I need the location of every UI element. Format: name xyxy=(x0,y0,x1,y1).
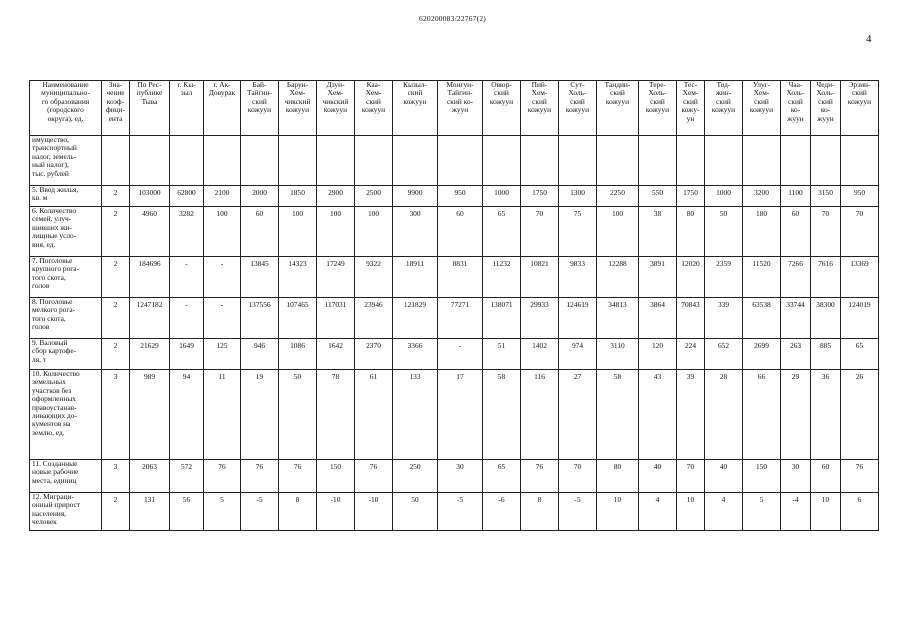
table-cell: 30 xyxy=(781,460,811,493)
header-column: Барун- Хем- чикский кожуун xyxy=(279,81,317,136)
table-cell: 150 xyxy=(317,460,355,493)
table-cell: 12288 xyxy=(597,257,639,298)
table-cell xyxy=(483,136,521,186)
header-column: По Рес- публике Тыва xyxy=(130,81,170,136)
table-cell xyxy=(521,136,559,186)
table-cell: 137556 xyxy=(241,298,279,339)
table-cell: 50 xyxy=(705,207,743,257)
header-column: Тод- жин- ский кожуун xyxy=(705,81,743,136)
table-cell xyxy=(204,136,241,186)
table-cell: 78 xyxy=(317,370,355,460)
table-cell: 43 xyxy=(639,370,677,460)
table-cell: 224 xyxy=(677,339,705,370)
table-cell: 70 xyxy=(677,460,705,493)
table-cell: 76 xyxy=(521,460,559,493)
header-column: Чеди- Холь- ский ко- жуун xyxy=(811,81,841,136)
row-label: имущество, транспортный налог, земель- ный налог), тыс. рублей xyxy=(30,136,102,186)
table-cell: 3864 xyxy=(639,298,677,339)
table-cell: 63538 xyxy=(743,298,781,339)
table-cell: 7616 xyxy=(811,257,841,298)
table-cell: 2063 xyxy=(130,460,170,493)
table-cell: 2699 xyxy=(743,339,781,370)
row-label: 7. Поголовье крупного рога- того скота, голов xyxy=(30,257,102,298)
table-cell: 30 xyxy=(438,460,483,493)
table-cell: 974 xyxy=(559,339,597,370)
table-cell: 100 xyxy=(317,207,355,257)
table-cell: 18911 xyxy=(393,257,438,298)
table-cell: 116 xyxy=(521,370,559,460)
header-column: г. Кы- зыл xyxy=(170,81,204,136)
table-cell: 4960 xyxy=(130,207,170,257)
table-cell: 75 xyxy=(559,207,597,257)
table-cell: 117031 xyxy=(317,298,355,339)
table-cell: 65 xyxy=(483,460,521,493)
table-cell: 11232 xyxy=(483,257,521,298)
header-column: г. Ак- Довурак xyxy=(204,81,241,136)
table-cell: 76 xyxy=(241,460,279,493)
row-label: 9. Валовый сбор картофе- ля, т xyxy=(30,339,102,370)
table-cell: 2500 xyxy=(355,186,393,207)
document-id: 620200083/22767(2) xyxy=(419,14,486,23)
table-cell: 1086 xyxy=(279,339,317,370)
table-cell: 3200 xyxy=(743,186,781,207)
table-cell: 76 xyxy=(279,460,317,493)
table-cell: 13845 xyxy=(241,257,279,298)
table-row xyxy=(30,136,879,186)
table-row xyxy=(30,460,879,493)
table-cell: 50 xyxy=(279,370,317,460)
table-cell: 10 xyxy=(597,493,639,531)
table-cell: 3 xyxy=(102,370,130,460)
table-cell: 36 xyxy=(811,370,841,460)
table-cell: 121829 xyxy=(393,298,438,339)
table-cell xyxy=(811,136,841,186)
table-cell: 1300 xyxy=(559,186,597,207)
table-cell: 3150 xyxy=(811,186,841,207)
table-cell xyxy=(279,136,317,186)
header-column: Тандин- ский кожуун xyxy=(597,81,639,136)
table-cell: 26 xyxy=(841,370,879,460)
table-cell: 9833 xyxy=(559,257,597,298)
table-cell: 62800 xyxy=(170,186,204,207)
table-cell: 100 xyxy=(279,207,317,257)
header-column: Тере- Холь- ский кожуун xyxy=(639,81,677,136)
header-column: Монгун- Тайгин- ский ко- жуун xyxy=(438,81,483,136)
table-cell: 34813 xyxy=(597,298,639,339)
table-cell: -5 xyxy=(241,493,279,531)
table-cell: 1000 xyxy=(705,186,743,207)
table-cell: 28 xyxy=(705,370,743,460)
header-column: Каа- Хем- ский кожуун xyxy=(355,81,393,136)
table-cell xyxy=(743,136,781,186)
table-cell: 80 xyxy=(677,207,705,257)
table-cell: 2900 xyxy=(317,186,355,207)
table-cell: 17249 xyxy=(317,257,355,298)
table-cell: 76 xyxy=(355,460,393,493)
table-cell: 8 xyxy=(521,493,559,531)
table-row xyxy=(30,370,879,460)
table-cell: 6 xyxy=(841,493,879,531)
header-column: Дзун- Хем- чикский кожуун xyxy=(317,81,355,136)
table-cell xyxy=(841,136,879,186)
table-cell: 250 xyxy=(393,460,438,493)
table-cell: 66 xyxy=(743,370,781,460)
table-cell: 950 xyxy=(438,186,483,207)
table-cell: 11520 xyxy=(743,257,781,298)
table-cell: 17 xyxy=(438,370,483,460)
table-cell: 133 xyxy=(393,370,438,460)
table-cell: -4 xyxy=(781,493,811,531)
table-cell: 60 xyxy=(438,207,483,257)
table-cell: 7266 xyxy=(781,257,811,298)
table-cell: 38 xyxy=(639,207,677,257)
row-label: 6. Количество семей, улуч- шивших жи- лищные усло- вия, ед. xyxy=(30,207,102,257)
table-cell: 56 xyxy=(170,493,204,531)
table-cell: 950 xyxy=(841,186,879,207)
table-cell: 70 xyxy=(811,207,841,257)
table-cell: 4 xyxy=(705,493,743,531)
table-cell: 70843 xyxy=(677,298,705,339)
table-cell: 2 xyxy=(102,339,130,370)
header-column: Овюр- ский кожуун xyxy=(483,81,521,136)
table-cell: 9322 xyxy=(355,257,393,298)
table-cell: 12020 xyxy=(677,257,705,298)
table-cell: -6 xyxy=(483,493,521,531)
table-cell: 70 xyxy=(521,207,559,257)
table-cell: 77271 xyxy=(438,298,483,339)
table-cell: 2 xyxy=(102,298,130,339)
table-cell: 5 xyxy=(743,493,781,531)
table-cell: -5 xyxy=(438,493,483,531)
table-cell xyxy=(597,136,639,186)
table-cell xyxy=(393,136,438,186)
table-cell: 2 xyxy=(102,207,130,257)
table-cell: -5 xyxy=(559,493,597,531)
table-cell: 51 xyxy=(483,339,521,370)
table-cell: 946 xyxy=(241,339,279,370)
header-column: Пий- Хем- ский кожуун xyxy=(521,81,559,136)
table-cell xyxy=(170,136,204,186)
table-cell: 23946 xyxy=(355,298,393,339)
table-cell: 1247182 xyxy=(130,298,170,339)
row-label: 11. Созданные новые рабочие места, единиц xyxy=(30,460,102,493)
table-cell: 29933 xyxy=(521,298,559,339)
table-cell: 2 xyxy=(102,493,130,531)
table-cell: 1100 xyxy=(781,186,811,207)
table-cell: 60 xyxy=(811,460,841,493)
table-cell: 124619 xyxy=(559,298,597,339)
table-cell: 339 xyxy=(705,298,743,339)
table-cell: 40 xyxy=(705,460,743,493)
table-cell xyxy=(130,136,170,186)
table-cell: 8831 xyxy=(438,257,483,298)
table-cell: 5 xyxy=(204,493,241,531)
table-cell: -10 xyxy=(355,493,393,531)
table-cell: 29 xyxy=(781,370,811,460)
table-cell: 14323 xyxy=(279,257,317,298)
table-cell: 124019 xyxy=(841,298,879,339)
table-cell: 70 xyxy=(559,460,597,493)
table-cell: 131 xyxy=(130,493,170,531)
table-row xyxy=(30,339,879,370)
table-cell: 184696 xyxy=(130,257,170,298)
table-cell: 80 xyxy=(597,460,639,493)
table-cell: 1850 xyxy=(279,186,317,207)
table-cell: 1750 xyxy=(521,186,559,207)
row-label: 5. Ввод жилья, кв. м xyxy=(30,186,102,207)
table-cell: 652 xyxy=(705,339,743,370)
table-cell: 65 xyxy=(841,339,879,370)
table-cell: 58 xyxy=(597,370,639,460)
table-cell: 61 xyxy=(355,370,393,460)
table-cell: 70 xyxy=(841,207,879,257)
table-cell: 76 xyxy=(841,460,879,493)
table-cell: 11 xyxy=(204,370,241,460)
table-cell: 10 xyxy=(677,493,705,531)
row-label: 8. Поголовье мелкого рога- того скота, голов xyxy=(30,298,102,339)
table-cell: 1402 xyxy=(521,339,559,370)
table-cell: 120 xyxy=(639,339,677,370)
table-cell: 1000 xyxy=(483,186,521,207)
table-cell: 33744 xyxy=(781,298,811,339)
table-cell: 2250 xyxy=(597,186,639,207)
table-cell: 2 xyxy=(102,186,130,207)
table-cell: 885 xyxy=(811,339,841,370)
table-cell: 21629 xyxy=(130,339,170,370)
table-cell: 65 xyxy=(483,207,521,257)
header-column: Зна- чение коэф- фици- ента xyxy=(102,81,130,136)
table-cell: 3366 xyxy=(393,339,438,370)
table-cell: 100 xyxy=(204,207,241,257)
row-label: 12. Миграци- онный прирост населения, человек xyxy=(30,493,102,531)
table-row xyxy=(30,257,879,298)
table-cell: 100 xyxy=(597,207,639,257)
table-cell xyxy=(677,136,705,186)
table-cell: 3282 xyxy=(170,207,204,257)
header-column: Улуг- Хем- ский кожуун xyxy=(743,81,781,136)
header-label-cell: Наименование муниципально- го образования (городского округа), ед. xyxy=(30,81,102,136)
table-cell: - xyxy=(170,257,204,298)
table-cell: 2100 xyxy=(204,186,241,207)
table-cell: 989 xyxy=(130,370,170,460)
table-cell: 50 xyxy=(393,493,438,531)
table-cell xyxy=(781,136,811,186)
header-column: Сут- Холь- ский кожуун xyxy=(559,81,597,136)
table-cell: 2370 xyxy=(355,339,393,370)
table-cell: 1642 xyxy=(317,339,355,370)
header-column: Кызыл- ский кожуун xyxy=(393,81,438,136)
table-cell: 1750 xyxy=(677,186,705,207)
table-cell xyxy=(639,136,677,186)
table-cell: 263 xyxy=(781,339,811,370)
table-cell: 100 xyxy=(355,207,393,257)
row-label: 10. Количество земельных участков без оформленных правоустанав- ливающих до- кументов на землю, ед. xyxy=(30,370,102,460)
table-cell: - xyxy=(204,257,241,298)
header-column: Эрзин- ский кожуун xyxy=(841,81,879,136)
table-cell: 10821 xyxy=(521,257,559,298)
table-cell: 103000 xyxy=(130,186,170,207)
table-cell: - xyxy=(204,298,241,339)
table-cell: 4 xyxy=(639,493,677,531)
table-cell: 138071 xyxy=(483,298,521,339)
table-cell: 60 xyxy=(781,207,811,257)
table-cell: - xyxy=(438,339,483,370)
table-cell: 58 xyxy=(483,370,521,460)
table-cell: 40 xyxy=(639,460,677,493)
table-cell: 2 xyxy=(102,257,130,298)
table-row xyxy=(30,298,879,339)
table-cell: - xyxy=(170,298,204,339)
table-cell xyxy=(705,136,743,186)
table-cell xyxy=(102,136,130,186)
table-cell xyxy=(355,136,393,186)
table-cell: 125 xyxy=(204,339,241,370)
table-cell: 2359 xyxy=(705,257,743,298)
table-cell: 13369 xyxy=(841,257,879,298)
table-cell: 107465 xyxy=(279,298,317,339)
header-column: Чаа- Холь- ский ко- жуун xyxy=(781,81,811,136)
data-table xyxy=(29,80,879,531)
table-cell: 39 xyxy=(677,370,705,460)
table-cell xyxy=(241,136,279,186)
table-cell: 572 xyxy=(170,460,204,493)
header-row xyxy=(30,81,879,136)
table-cell: 38300 xyxy=(811,298,841,339)
table-cell: 27 xyxy=(559,370,597,460)
header-column: Бай- Тайгин- ский кожуун xyxy=(241,81,279,136)
table-cell: 10 xyxy=(811,493,841,531)
table-row xyxy=(30,186,879,207)
table-cell: 76 xyxy=(204,460,241,493)
table-cell: 3110 xyxy=(597,339,639,370)
table-cell: 2000 xyxy=(241,186,279,207)
table-cell: 60 xyxy=(241,207,279,257)
table-cell xyxy=(559,136,597,186)
table-cell: 94 xyxy=(170,370,204,460)
table-cell: 550 xyxy=(639,186,677,207)
table-cell: 180 xyxy=(743,207,781,257)
header-column: Тес- Хем- ский кожу- ун xyxy=(677,81,705,136)
table-cell xyxy=(438,136,483,186)
table-cell: 150 xyxy=(743,460,781,493)
table-cell: 3 xyxy=(102,460,130,493)
table-row xyxy=(30,207,879,257)
table-cell: 9900 xyxy=(393,186,438,207)
table-row xyxy=(30,493,879,531)
table-cell: -10 xyxy=(317,493,355,531)
table-cell: 19 xyxy=(241,370,279,460)
table-cell: 1649 xyxy=(170,339,204,370)
table-cell: 300 xyxy=(393,207,438,257)
table-cell: 8 xyxy=(279,493,317,531)
table-cell: 3891 xyxy=(639,257,677,298)
page-number: 4 xyxy=(866,33,872,45)
table-cell xyxy=(317,136,355,186)
